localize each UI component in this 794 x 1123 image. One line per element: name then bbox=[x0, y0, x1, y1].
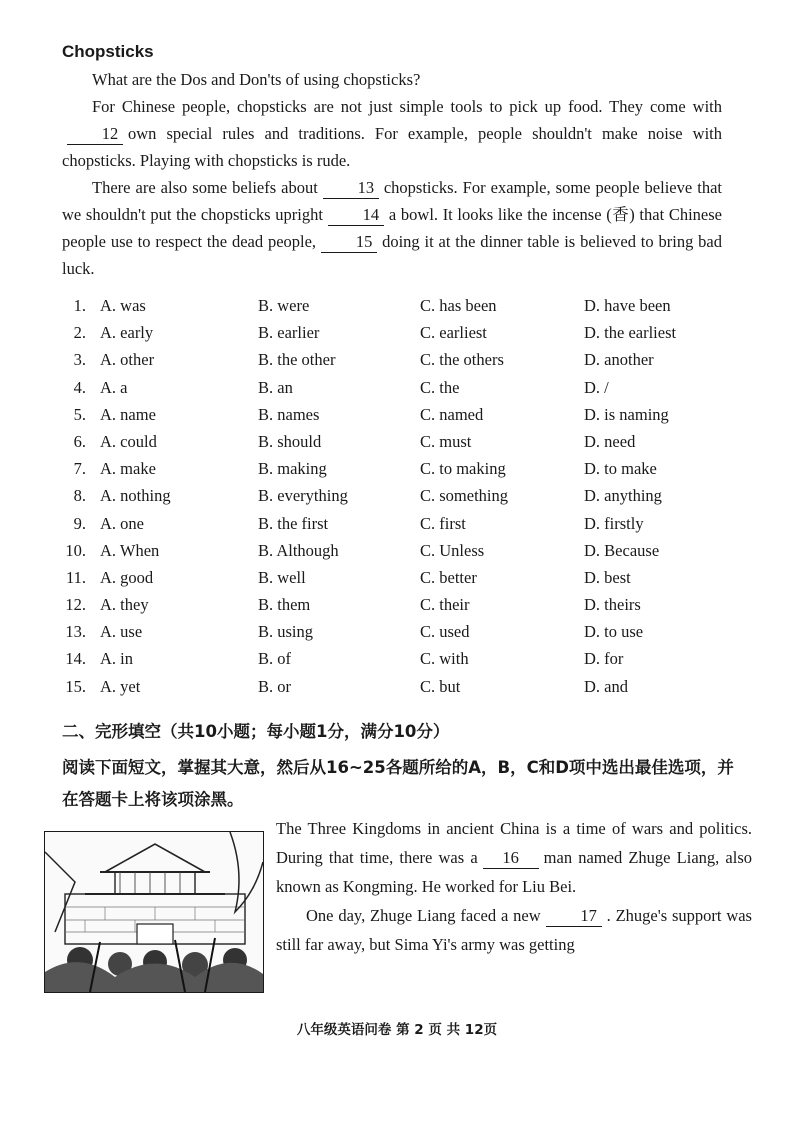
blank-15: 15 bbox=[321, 232, 377, 253]
option-b: B. the first bbox=[258, 513, 329, 533]
option-a: A. use bbox=[100, 622, 143, 642]
answer-options-table bbox=[62, 296, 742, 704]
option-c: C. something bbox=[420, 486, 509, 506]
passage-paragraph-2: There are also some beliefs about 13 chopsticks. For example, some people believe that we shouldn't put the chopsticks upright 14 a bowl. It looks like the incense (香) that Chinese people use to respect the dead people, 15 doing it at the dinner table is believed to bring bad luck. bbox=[62, 178, 722, 278]
question-number: 9. bbox=[73, 513, 86, 533]
option-b: B. names bbox=[258, 404, 320, 424]
option-a: A. one bbox=[100, 513, 144, 533]
option-d: D. best bbox=[584, 567, 631, 587]
blank-13: 13 bbox=[323, 178, 379, 199]
option-b: B. Although bbox=[258, 540, 339, 560]
blank-16: 16 bbox=[483, 848, 539, 869]
question-number: 15. bbox=[65, 676, 86, 696]
option-b: B. or bbox=[258, 676, 291, 696]
question-number: 12. bbox=[65, 595, 86, 615]
question-number: 10. bbox=[65, 540, 86, 560]
option-row bbox=[62, 432, 742, 459]
question-number: 6. bbox=[73, 431, 86, 451]
option-row bbox=[62, 378, 742, 405]
option-d: D. / bbox=[584, 377, 609, 397]
option-row bbox=[62, 677, 742, 704]
option-a: A. was bbox=[100, 296, 146, 315]
option-a: A. could bbox=[100, 431, 157, 451]
option-b: B. using bbox=[258, 622, 314, 642]
option-row bbox=[62, 486, 742, 513]
blank-12: 12 bbox=[67, 124, 123, 145]
option-a: A. early bbox=[100, 323, 154, 343]
option-c: C. better bbox=[420, 567, 477, 587]
option-c: C. used bbox=[420, 622, 470, 642]
option-c: C. first bbox=[420, 513, 466, 533]
question-number: 11. bbox=[65, 567, 86, 587]
option-a: A. name bbox=[100, 404, 156, 424]
option-a: A. yet bbox=[100, 676, 141, 696]
option-c: C. the others bbox=[420, 350, 504, 370]
option-b: B. well bbox=[258, 567, 306, 587]
page-footer: 八年级英语问卷 第 2 页 共 12页 bbox=[296, 1022, 498, 1038]
three-kingdoms-illustration bbox=[44, 831, 264, 993]
option-d: D. for bbox=[584, 649, 624, 669]
question-number: 8. bbox=[73, 486, 86, 506]
option-c: C. their bbox=[420, 595, 470, 615]
question-number: 7. bbox=[73, 459, 86, 479]
blank-14: 14 bbox=[328, 205, 384, 226]
option-a: A. a bbox=[100, 377, 128, 397]
option-row bbox=[62, 323, 742, 350]
passage-question: What are the Dos and Don'ts of using chopsticks? bbox=[92, 70, 421, 89]
option-row bbox=[62, 568, 742, 595]
section-2-heading: 二、完形填空（共10小题；每小题1分，满分10分） bbox=[62, 722, 450, 741]
option-a: A. other bbox=[100, 350, 155, 370]
question-number: 2. bbox=[73, 323, 86, 343]
question-number: 13. bbox=[65, 622, 86, 642]
section-2-instructions: 阅读下面短文，掌握其大意，然后从16~25各题所给的A，B，C和D项中选出最佳选项，并在答题卡上将该项涂黑。 bbox=[62, 758, 734, 809]
option-b: B. the other bbox=[258, 350, 336, 370]
option-row bbox=[62, 514, 742, 541]
option-a: A. nothing bbox=[100, 486, 171, 506]
question-number: 4. bbox=[73, 377, 86, 397]
blank-17: 17 bbox=[546, 906, 602, 927]
option-a: A. good bbox=[100, 567, 154, 587]
passage-paragraph-1: For Chinese people, chopsticks are not just simple tools to pick up food. They come with12 own special rules and traditions. For example, people shouldn't make noise with chopsticks. Playing with chopsticks is rude. bbox=[62, 97, 722, 170]
option-c: C. to making bbox=[420, 459, 506, 479]
option-d: D. another bbox=[584, 350, 654, 370]
option-c: C. but bbox=[420, 676, 461, 696]
option-row bbox=[62, 595, 742, 622]
option-c: C. Unless bbox=[420, 540, 485, 560]
option-d: D. and bbox=[584, 676, 628, 696]
option-d: D. need bbox=[584, 431, 636, 451]
option-a: A. in bbox=[100, 649, 133, 669]
option-d: D. firstly bbox=[584, 513, 644, 533]
option-row bbox=[62, 405, 742, 432]
question-number: 3. bbox=[73, 350, 86, 370]
option-d: D. Because bbox=[584, 540, 660, 560]
option-row bbox=[62, 350, 742, 377]
option-c: C. has been bbox=[420, 296, 497, 315]
question-number: 5. bbox=[73, 404, 86, 424]
option-c: C. named bbox=[420, 404, 484, 424]
city-wall-drawing bbox=[45, 832, 263, 992]
question-number: 1. bbox=[73, 296, 86, 315]
option-b: B. of bbox=[258, 649, 291, 669]
chopsticks-passage bbox=[62, 66, 722, 282]
option-b: B. were bbox=[258, 296, 310, 315]
option-row bbox=[62, 459, 742, 486]
three-kingdoms-passage bbox=[276, 814, 752, 959]
option-row bbox=[62, 622, 742, 649]
passage-title: Chopsticks bbox=[62, 42, 154, 61]
option-a: A. When bbox=[100, 540, 160, 560]
option-row bbox=[62, 296, 742, 323]
option-b: B. everything bbox=[258, 486, 348, 506]
option-a: A. make bbox=[100, 459, 156, 479]
option-c: C. the bbox=[420, 377, 460, 397]
option-b: B. making bbox=[258, 459, 327, 479]
story-paragraph-1: The Three Kingdoms in ancient China is a time of wars and politics. During that time, there was a 16 man named Zhuge Liang, also known as Kongming. He worked for Liu Bei. bbox=[276, 819, 752, 896]
option-d: D. is naming bbox=[584, 404, 669, 424]
option-c: C. earliest bbox=[420, 323, 487, 343]
option-d: D. have been bbox=[584, 296, 671, 315]
option-c: C. must bbox=[420, 431, 472, 451]
story-paragraph-2: One day, Zhuge Liang faced a new 17 . Zhuge's support was still far away, but Sima Yi's army was getting bbox=[276, 906, 752, 954]
option-a: A. they bbox=[100, 595, 149, 615]
option-c: C. with bbox=[420, 649, 469, 669]
option-d: D. the earliest bbox=[584, 323, 677, 343]
option-row bbox=[62, 649, 742, 676]
option-d: D. to use bbox=[584, 622, 644, 642]
option-d: D. to make bbox=[584, 459, 657, 479]
option-b: B. should bbox=[258, 431, 322, 451]
option-b: B. an bbox=[258, 377, 293, 397]
option-row bbox=[62, 541, 742, 568]
question-number: 14. bbox=[65, 649, 86, 669]
option-d: D. theirs bbox=[584, 595, 641, 615]
option-d: D. anything bbox=[584, 486, 662, 506]
option-b: B. them bbox=[258, 595, 311, 615]
option-b: B. earlier bbox=[258, 323, 320, 343]
